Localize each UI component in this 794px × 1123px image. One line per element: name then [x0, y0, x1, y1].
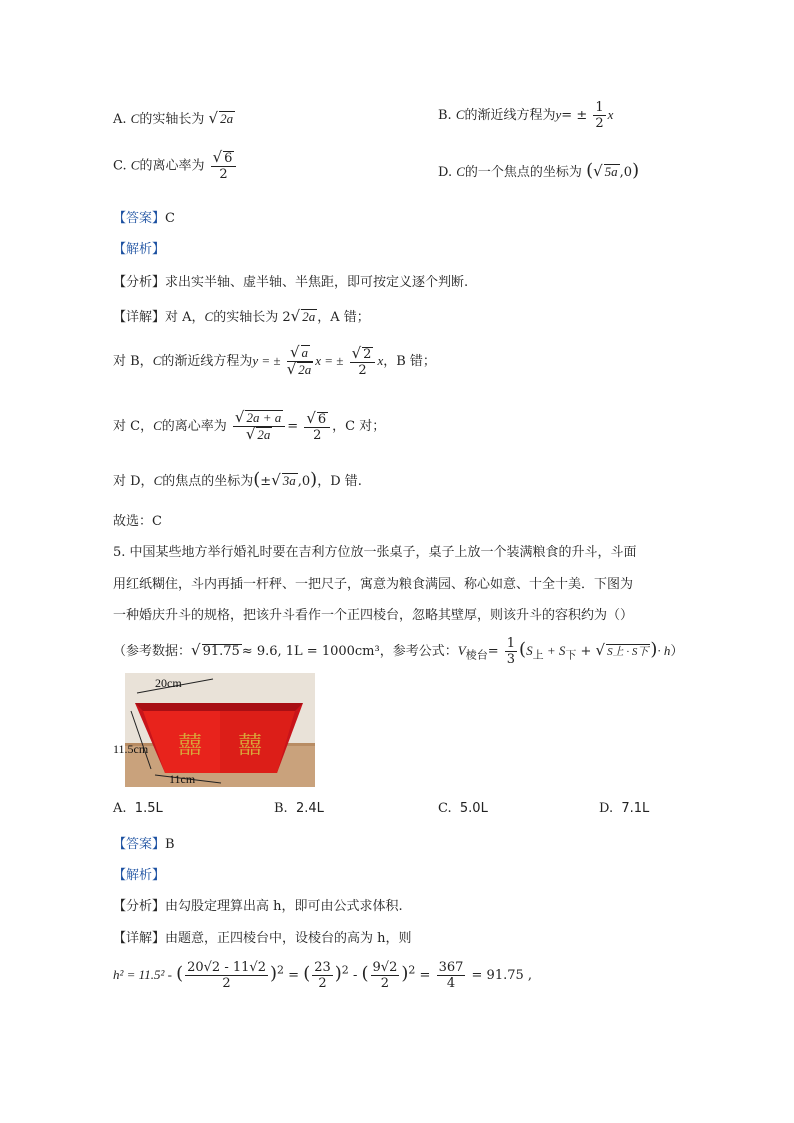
math-eq: y = ± [252, 353, 281, 368]
var-c: C [455, 107, 465, 122]
detail-text: 对 C， [113, 419, 154, 434]
analysis-label-q5: 【解析】 [113, 868, 166, 883]
ref-text: ，参考公式： [379, 644, 458, 659]
fraction: $\frac{1}{2}$ [595, 100, 604, 131]
var-x: x [377, 353, 384, 368]
detail-text: 的离心率为 [161, 419, 227, 434]
q5-option-c: C. 5.0L [438, 801, 488, 816]
math-eq: = [419, 968, 431, 983]
answer-label: 【答案】 [113, 837, 166, 852]
var-y: y [555, 107, 562, 122]
fraction: $\frac{23}{2}$ [314, 960, 331, 991]
bowl-photo [113, 673, 315, 787]
option-text: 的实轴长为 [139, 112, 205, 127]
option-text: 的离心率为 [139, 158, 205, 174]
detail-text: 的渐近线方程为 [161, 354, 253, 369]
math-h: · h [657, 643, 671, 658]
dim-side-label: 11.5cm [113, 742, 149, 756]
choice-q4: 故选：C [113, 514, 162, 529]
fraction: $\frac{367}{4}$ [438, 960, 464, 991]
option-d: D. C的一个焦点的坐标为 (√ 5a ,0) [438, 160, 640, 181]
fraction: $\frac{√ 6}{2}$ [304, 411, 330, 443]
var-c: C [204, 309, 214, 324]
option-label: A. [113, 112, 127, 127]
math-sqrt: 2a [302, 309, 316, 324]
detail-q4-line4: 对 D，C的焦点的坐标为(±√ 3a ,0)，D 错. [113, 469, 362, 490]
ref-text: （参考数据： [113, 644, 192, 659]
fraction: $\frac{1}{3}$ [506, 636, 516, 667]
q5-option-b: B. 2.4L [274, 801, 324, 816]
detail-text: ，C 对； [332, 419, 386, 434]
sub-label: 上 [532, 648, 544, 662]
xi-char-right: 囍 [238, 731, 262, 759]
detail-q4-line1: 【详解】对 A，C的实轴长为 2√ 2a ，A 错； [113, 307, 370, 325]
math-pm: = ± [561, 108, 588, 123]
var-c: C [152, 353, 162, 368]
detail-text: 对 B， [113, 354, 153, 369]
detail-label: 【详解】 [113, 310, 166, 325]
math-zero: ,0 [297, 474, 311, 489]
math-eq: = [288, 968, 300, 983]
answer-q4 [113, 207, 175, 226]
math-sqrt: 3a [282, 473, 296, 488]
option-label: D. [438, 165, 453, 180]
detail-text: 由题意，正四棱台中，设棱台的高为 h，则 [165, 931, 412, 946]
math-eq: = [487, 644, 499, 659]
fraction: $\frac{9√2}{2}$ [372, 960, 398, 991]
option-label: C. [113, 158, 127, 174]
detail-text: ，A 错； [317, 310, 370, 325]
fenxi-label: 【分析】 [113, 899, 166, 914]
bowl-illustration [113, 673, 315, 787]
q5-option-d: D. 7.1L [599, 801, 650, 816]
ref-data: ≈ 9.6, 1L = 1000cm³ [241, 644, 380, 659]
answer-label: 【答案】 [113, 211, 166, 226]
option-label: B. [438, 108, 452, 123]
math-sqrt: 91.75 [202, 644, 240, 659]
q5-line1: 5. 中国某些地方举行婚礼时要在吉利方位放一张桌子，桌子上放一个装满粮食的升斗，斗面 [113, 545, 637, 560]
fenxi-q4 [113, 271, 468, 290]
q5-line3: 一种婚庆升斗的规格，把该升斗看作一个正四棱台，忽略其壁厚，则该升斗的容积约为（） [113, 608, 634, 623]
detail-text: 对 A， [165, 310, 205, 325]
var-c: C [153, 473, 163, 488]
fenxi-text: 由勾股定理算出高 h，即可由公式求体积. [165, 899, 403, 914]
ref-text: ） [670, 644, 684, 659]
math-rhs: = 91.75 , [471, 968, 533, 983]
var-s: S [526, 643, 533, 658]
detail-label: 【详解】 [113, 931, 166, 946]
q5-line2: 用红纸糊住，斗内再插一杆秤、一把尺子，寓意为粮食满园、称心如意、十全十美．下图为 [113, 577, 634, 592]
var-x: x [607, 107, 614, 122]
detail-text: 的实轴长为 2 [213, 310, 291, 325]
fenxi-text: 求出实半轴、虚半轴、半焦距，即可按定义逐个判断. [165, 275, 469, 290]
math-sqrt: 5a [604, 164, 618, 179]
var-c: C [456, 164, 465, 179]
math-lhs: h² = 11.5² - [113, 967, 172, 982]
detail-q4-line3 [113, 410, 385, 443]
detail-text: 对 D， [113, 474, 154, 489]
option-text: 的渐近线方程为 [464, 108, 556, 123]
var-c: C [153, 418, 162, 433]
option-c [113, 150, 238, 182]
math-eq: = [287, 419, 299, 434]
detail-q4-line2 [113, 345, 436, 378]
fenxi-q5 [113, 895, 403, 914]
var-v: V [457, 643, 466, 658]
fraction: $\frac{√ 2a + a}{√ 2a}$ [233, 410, 285, 443]
detail-q5-equation: h² = 11.5² - ( $\frac{20√2 - 11√2}{2}$ )$^2$ = ( $\frac{23}{2}$ )$^2$ - ( $\frac{9√2}{2}$ )$^2$ = $\frac{367}{4}$ = 91.75 , [113, 960, 533, 991]
fraction: $\frac{20√2 - 11√2}{2}$ [187, 960, 266, 991]
sub-label: 下 [565, 648, 577, 662]
dim-top-label: 20cm [155, 676, 182, 690]
math-term: + S [543, 643, 566, 658]
var-c: C [130, 157, 140, 173]
var-c: C [130, 111, 140, 126]
math-minus: - [352, 968, 358, 983]
math-pm: ± [260, 474, 272, 489]
math-sqrt: S上 · S下 [607, 646, 649, 658]
math-sqrt: 2a [220, 111, 234, 126]
fenxi-label: 【分析】 [113, 275, 166, 290]
option-text: 的一个焦点的坐标为 [464, 165, 582, 180]
answer-value: B [165, 837, 175, 852]
option-a: A. C的实轴长为 √ 2a [113, 109, 234, 127]
sub-label: 棱台 [465, 648, 488, 662]
fraction: $\frac{√ 2}{2}$ [350, 346, 376, 378]
q5-option-a: A. 1.5L [113, 801, 163, 816]
detail-q5 [113, 927, 412, 946]
xi-char-left: 囍 [178, 731, 202, 759]
q5-reference: （参考数据：√ 91.75 ≈ 9.6, 1L = 1000cm³，参考公式：$V_{棱台}=$ $\frac{1}{3}$ ($S_上 + S_下$ + √ S上 · S下 )· h） [113, 636, 684, 667]
fraction: $\frac{√ a}{√ 2a}$ [286, 343, 312, 378]
detail-text: 的焦点的坐标为 [162, 474, 254, 489]
answer-value: C [165, 211, 175, 226]
math-eq: x = ± [315, 353, 344, 368]
analysis-label-q4: 【解析】 [113, 242, 166, 257]
dim-bottom-label: 11cm [169, 772, 196, 786]
fraction: $\frac{√ 6}{2}$ [211, 150, 237, 182]
answer-q5 [113, 833, 175, 852]
math-plus: + [576, 644, 596, 659]
detail-text: ，B 错； [383, 354, 436, 369]
detail-text: ，D 错. [317, 474, 362, 489]
option-b [438, 100, 613, 131]
math-zero: ,0 [619, 165, 633, 180]
bowl-rim [135, 703, 303, 711]
